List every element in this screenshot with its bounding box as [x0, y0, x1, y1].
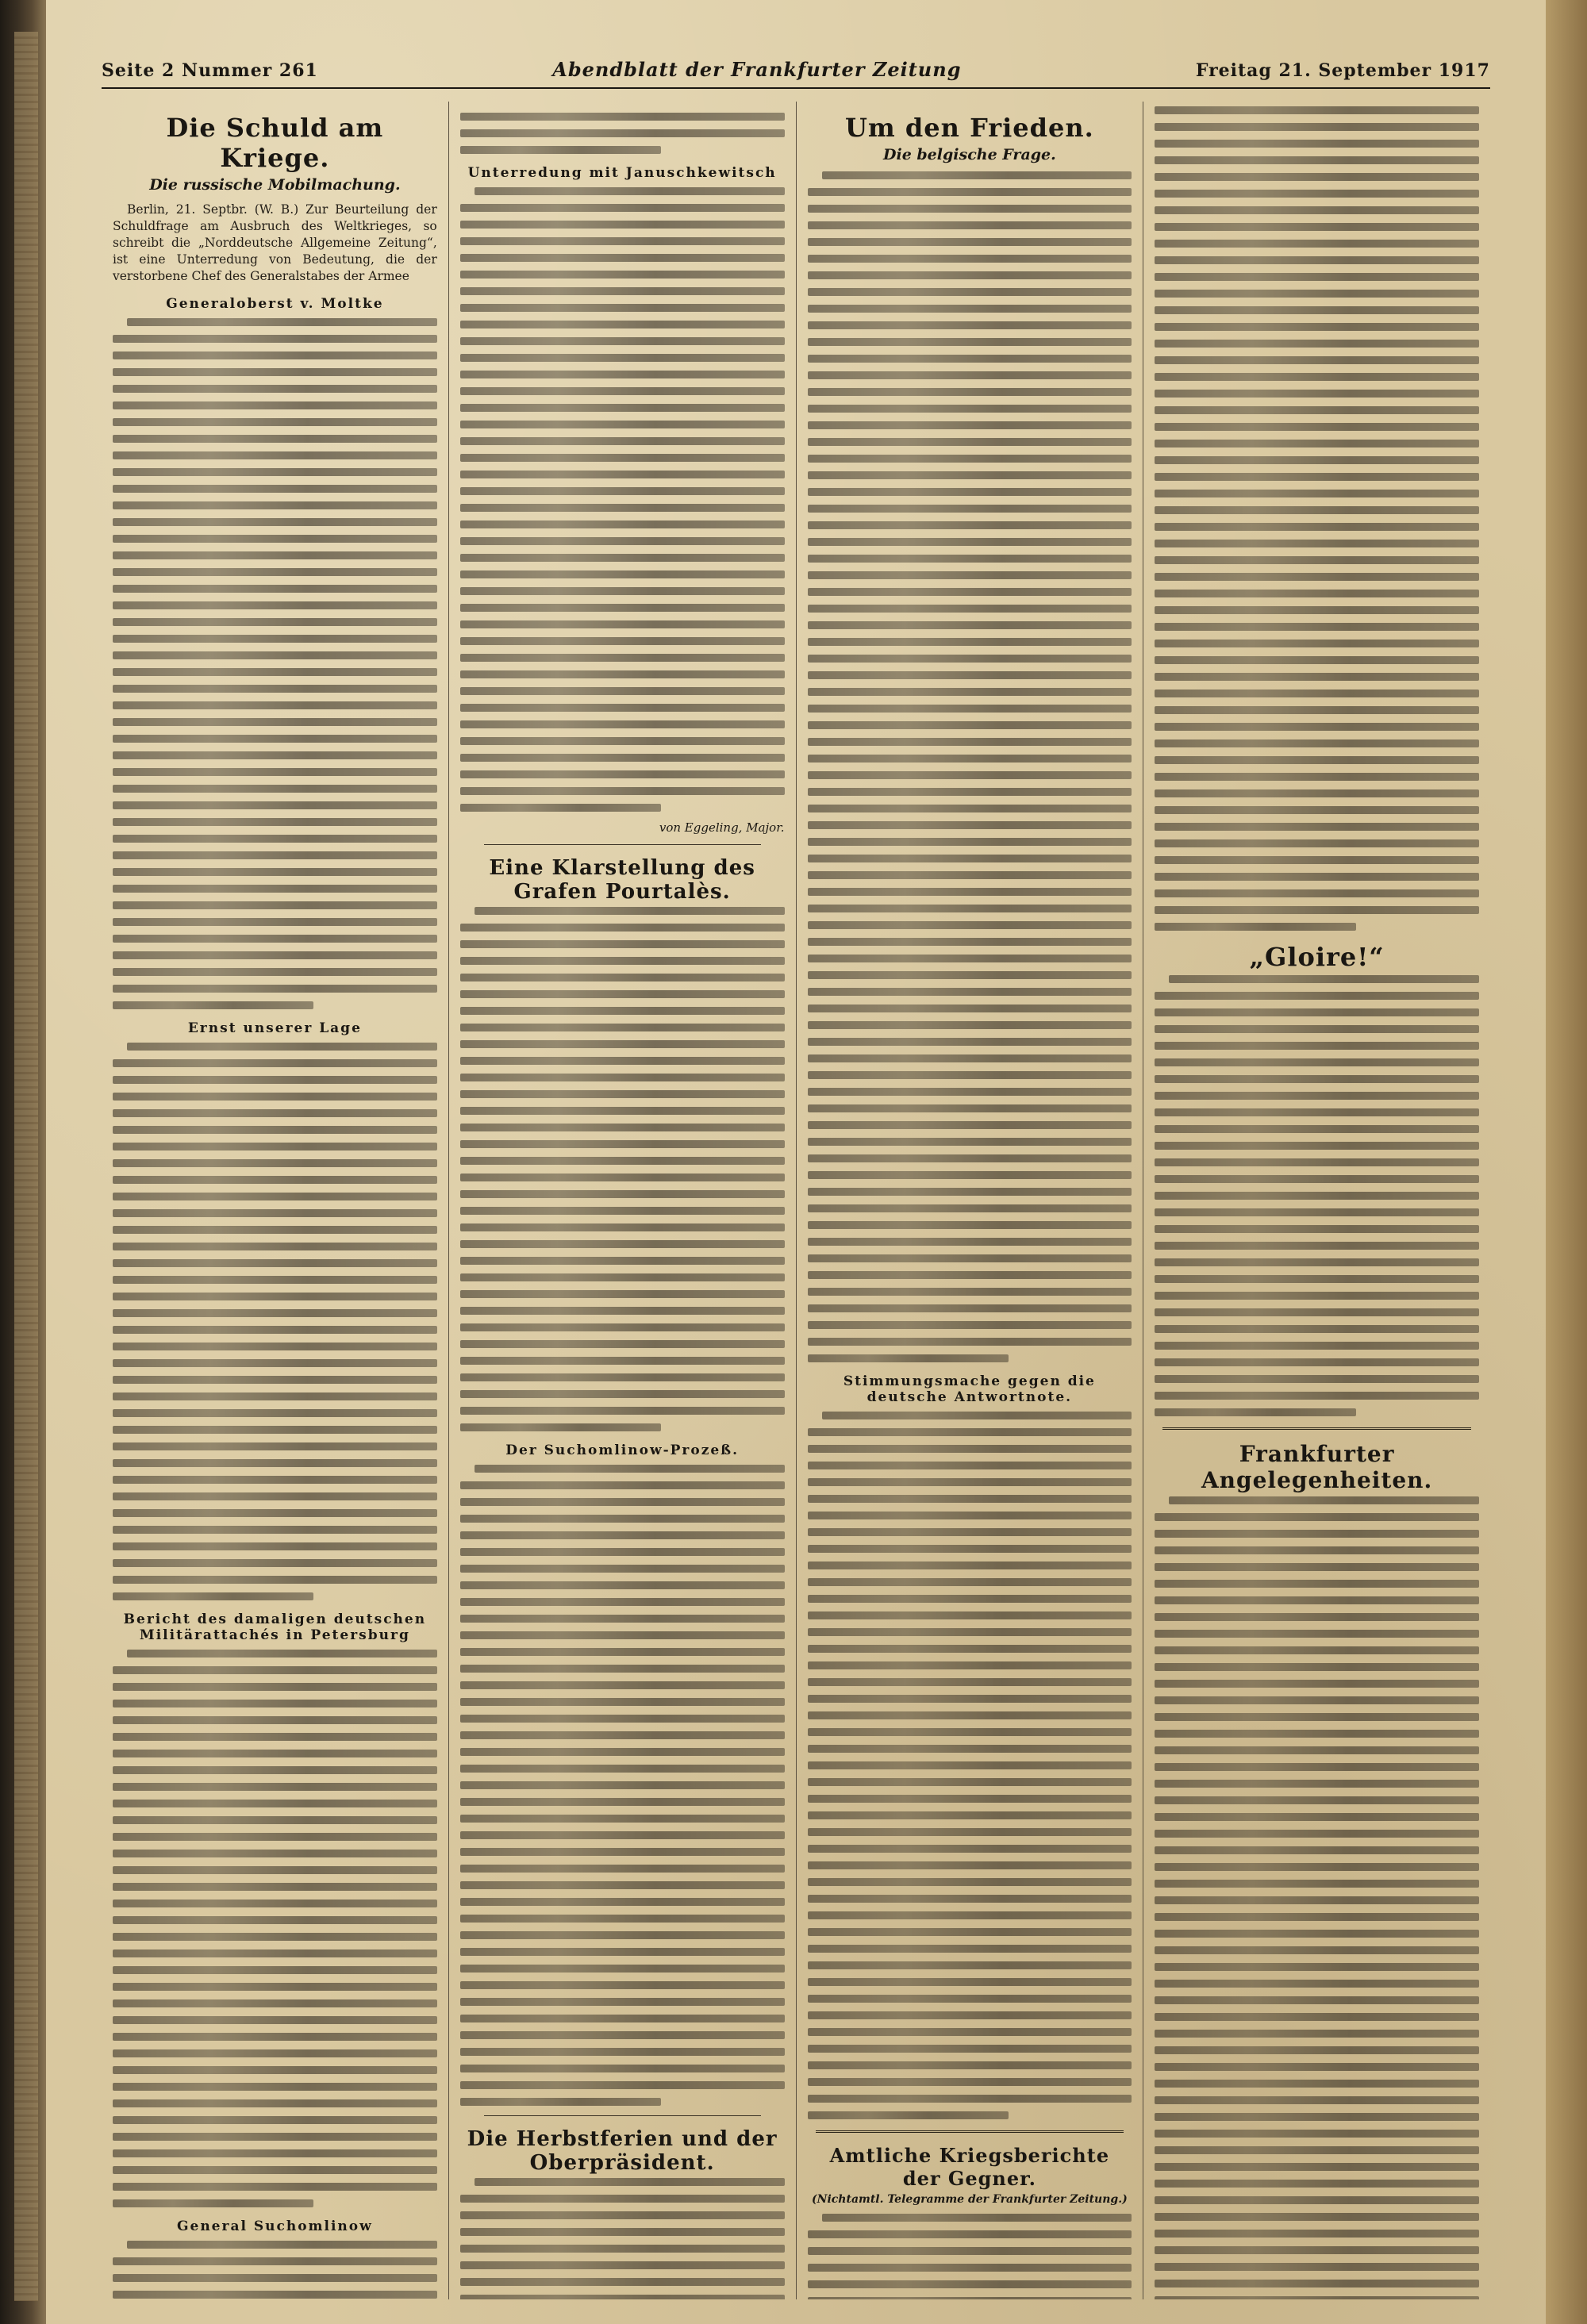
text-block — [1155, 1496, 1479, 2299]
article-title-frieden: Um den Frieden. — [845, 113, 1094, 143]
section-head-moltke: Generaloberst v. Moltke — [166, 296, 384, 312]
article-title-kriegsberichte: Amtliche Kriegsberichte der Gegner. — [829, 2144, 1110, 2190]
article-subtitle-mobilmachung: Die russische Mobilmachung. — [149, 176, 401, 194]
section-head-suchomlinow-prozess: Der Suchomlinow-Prozeß. — [505, 1442, 740, 1458]
book-binding — [0, 0, 46, 2324]
section-head-januschkewitsch: Unterredung mit Januschkewitsch — [467, 165, 777, 181]
divider — [484, 2115, 761, 2116]
divider — [1162, 1427, 1471, 1430]
text-block — [808, 2214, 1132, 2299]
section-head-suchomlinow: General Suchomlinow — [176, 2218, 373, 2234]
column-4 — [1143, 102, 1490, 2299]
column-2 — [449, 102, 797, 2299]
text-block — [113, 1043, 437, 1600]
page-header — [102, 48, 1490, 89]
newspaper-page — [46, 0, 1546, 2324]
column-3 — [797, 102, 1144, 2299]
text-block — [460, 1465, 785, 2106]
text-block — [808, 1412, 1132, 2119]
text-block — [460, 907, 785, 1431]
header-page-number: Seite 2 Nummer 261 — [102, 60, 318, 81]
text-block — [460, 113, 785, 154]
section-head-ernst: Ernst unserer Lage — [187, 1020, 362, 1036]
header-date: Freitag 21. September 1917 — [1195, 60, 1490, 81]
divider — [484, 844, 761, 845]
binding-strip — [14, 32, 38, 2301]
columns — [102, 102, 1490, 2299]
text-block — [460, 187, 785, 812]
article-subtitle-belgien: Die belgische Frage. — [883, 146, 1056, 163]
article-title-schuld: Die Schuld am Kriege. — [166, 113, 384, 173]
text-block — [460, 2178, 785, 2299]
column-1 — [102, 102, 449, 2299]
text-block — [808, 171, 1132, 1362]
article-title-herbstferien: Die Herbstferien und der Oberpräsident. — [467, 2127, 778, 2175]
signature-eggeling: von Eggeling, Major. — [659, 820, 785, 835]
article-title-gloire: „Gloire!“ — [1249, 942, 1385, 972]
article-title-pourtales: Eine Klarstellung des Grafen Pourtalès. — [489, 856, 755, 904]
text-block — [113, 1650, 437, 2207]
text-block — [1155, 106, 1479, 931]
text-block — [113, 2241, 437, 2299]
page-edge — [1546, 0, 1587, 2324]
article-intro — [113, 202, 437, 285]
text-block — [113, 318, 437, 1009]
intro-paragraph: Berlin, 21. Septbr. (W. B.) Zur Beurteilung der Schuldfrage am Ausbruch des Weltkrieges, so schreibt die „Norddeutsche Allgemeine Zeitung“, ist eine Unterredung von Bedeutung, die der verstorbene Chef des Generalstabes der Armee — [113, 202, 437, 283]
header-masthead: Abendblatt der Frankfurter Zeitung — [552, 58, 962, 81]
article-subtitle-telegramme: (Nichtamtl. Telegramme der Frankfurter Zeitung.) — [812, 2193, 1128, 2206]
text-block — [1155, 975, 1479, 1416]
article-title-frankfurter: Frankfurter Angelegenheiten. — [1201, 1441, 1433, 1493]
divider — [816, 2130, 1124, 2133]
section-head-stimmungsmache: Stimmungsmache gegen die deutsche Antwortnote. — [843, 1373, 1096, 1405]
section-head-militaerattache: Bericht des damaligen deutschen Militärattachés in Petersburg — [123, 1611, 427, 1643]
